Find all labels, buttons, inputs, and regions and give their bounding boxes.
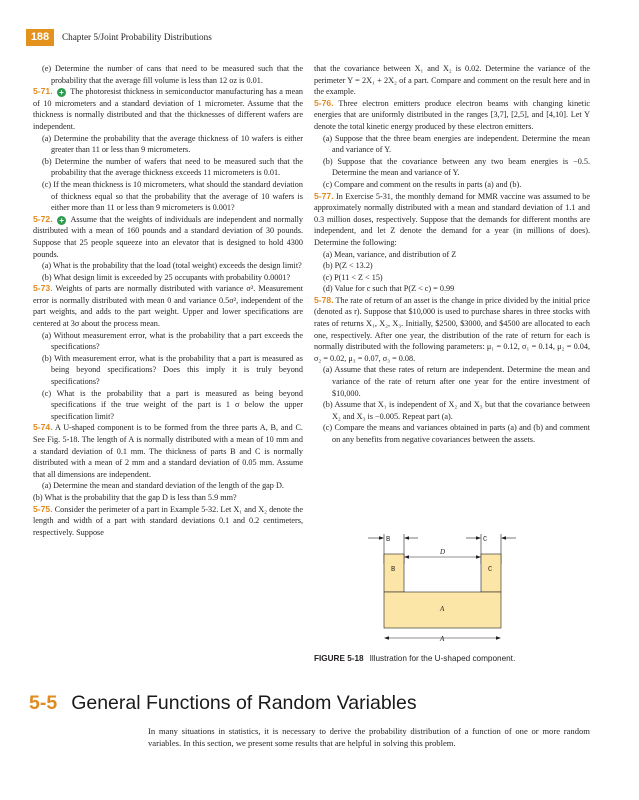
continued-text: that the covariance between X₁ and X₂ is 0.02. Determine the variance of the perimeter Y = 2X₁ + 2X₂ of a part. Compare and comment on the result here and in the example. <box>314 64 590 97</box>
exercise-part: (b) Determine the number of wafers that need to be measured such that the probability that the average thickness exceeds 11 micrometers is 0.01. <box>42 156 303 178</box>
exercise-part: (a) Determine the mean and standard deviation of the length of the gap D. <box>42 481 284 491</box>
exercise-part: (c) P(11 < Z < 15) <box>323 272 383 282</box>
figure-label-a-bottom: A <box>440 635 445 643</box>
exercise-part: (e) Determine the number of cans that need to be measured such that the probability that the average fill volume is less than 12 oz is 0.01. <box>42 64 303 85</box>
exercise-part: (a) Without measurement error, what is the probability that a part exceeds the specifications? <box>42 330 303 352</box>
figure-label-c: C <box>488 566 493 574</box>
exercise-5-74 <box>33 422 303 480</box>
chapter-title: Chapter 5/Joint Probability Distributions <box>62 32 212 42</box>
exercise-part: (c) If the mean thickness is 10 micrometers, what should the standard deviation of thickness equal so that the probability that the average of 10 wafers is either more than 11 or less than 9 micrometers is 0.001? <box>42 179 303 213</box>
section-number: 5-5 <box>29 692 58 714</box>
plus-icon: + <box>57 216 66 225</box>
exercise-number: 5-75. <box>33 503 53 514</box>
exercise-part: (b) Suppose that the covariance between any two beam energies is −0.5. Determine the mean and variance of Y. <box>323 156 590 178</box>
exercise-text: A U-shaped component is to be formed from the three parts A, B, and C. See Fig. 5-18. The length of A is normally distributed with a mean of 10 mm and a standard deviation of 0.1 mm. The thickness of parts B and C is normally distributed with a mean of 2 mm and a standard deviation of 0.05 mm. Assume that all dimensions are independent. <box>33 423 303 479</box>
exercise-part: (c) Compare and comment on the results in parts (a) and (b). <box>323 179 522 189</box>
exercise-number: 5-78. <box>314 294 334 305</box>
exercise-part: (a) Suppose that the three beam energies are independent. Determine the mean and variance of Y. <box>323 133 590 155</box>
exercise-part: (a) Assume that these rates of return are independent. Determine the mean and variance of the rate of return after one year for the entire investment of $10,000. <box>323 365 590 398</box>
exercise-part: (d) Value for c such that P(Z < c) = 0.99 <box>323 284 455 294</box>
exercise-part: (a) Mean, variance, and distribution of Z <box>323 249 457 259</box>
exercise-text: The rate of return of an asset is the change in price divided by the initial price (denoted as r). Suppose that $10,000 is used to purchase shares in three stocks with rates of returns X₁, X₂, X₃. Initially, $2500, $3000, and $4500 are allocated to each one, respectively. After one year, the distribution of the rate of return for each is normally distributed with the following parameters: μ₁ = 0.12, σ₁ = 0.14, μ₂ = 0.04, σ₂ = 0.02, μ₃ = 0.07, σ₃ = 0.08. <box>314 295 590 363</box>
exercise-text: Assume that the weights of individuals are independent and normally distributed with a mean of 160 pounds and a standard deviation of 30 pounds. Suppose that 25 people squeeze into an elevator that is designed to hold 4300 pounds. <box>33 214 303 259</box>
exercise-part: (b) What design limit is exceeded by 25 occupants with probability 0.0001? <box>42 272 291 282</box>
figure-caption <box>314 654 515 663</box>
exercise-number: 5-77. <box>314 190 334 201</box>
figure-caption-label: FIGURE 5-18 <box>314 654 364 663</box>
exercise-text: Consider the perimeter of a part in Example 5-32. Let X₁ and X₂ denote the length and width of a part with standard deviations 0.1 and 0.2 centimeters, respectively. Suppose <box>33 504 304 537</box>
u-shaped-component-figure <box>363 534 538 646</box>
figure-label-a: A <box>440 605 445 613</box>
exercise-text: The photoresist thickness in semiconductor manufacturing has a mean of 10 micrometers and a standard deviation of 1 micrometer. Assume that the thickness is normally distributed and that the thicknesses of different wafers are independent. <box>33 87 303 131</box>
exercise-number: 5-71. <box>33 86 53 97</box>
figure-label-b-top: B <box>386 536 391 544</box>
exercise-5-73 <box>33 283 303 329</box>
right-column <box>314 63 590 446</box>
exercise-text: In Exercise 5-31, the monthly demand for MMR vaccine was assumed to be approximately normally distributed with a mean and standard deviation of 1.1 and 0.3 million doses, respectively. Suppose that the demands for different months are independent, and let Z denote the demand for a year (in millions of does). Determine the following: <box>314 191 591 247</box>
figure-label-c-top: C <box>483 536 488 544</box>
exercise-number: 5-72. <box>33 213 53 224</box>
exercise-part: (b) Assume that X₁ is independent of X₂ and X₃ but that the covariance between X₂ and X₃ is −0.005. Repeat part (a). <box>323 400 590 421</box>
exercise-number: 5-74. <box>33 422 53 433</box>
exercise-5-75 <box>33 504 303 539</box>
exercise-text: Weights of parts are normally distributed with variance σ². Measurement error is normally distributed with mean 0 and variance 0.5σ², independent of the part weights, and adds to the part weight. Upper and lower specifications are centered at 3σ about the process mean. <box>33 284 303 329</box>
left-column <box>33 63 303 538</box>
figure-label-b: B <box>391 566 396 574</box>
figure-caption-text: Illustration for the U-shaped component. <box>369 654 516 663</box>
exercise-part: (c) What is the probability that a part is measured as being beyond specifications if the true weight of the part is 1 σ below the upper specification limit? <box>42 388 303 421</box>
exercise-5-71 <box>33 86 303 132</box>
exercise-part: (b) With measurement error, what is the probability that a part is measured as being beyond specifications? Does this imply it is truly beyond specifications? <box>42 353 303 387</box>
exercise-text: Three electron emitters produce electron beams with changing kinetic energies that are uniformly distributed in the ranges [3,7], [2,5], and [4,10]. Let Y denote the total kinetic energy produced by these electron emitters. <box>314 98 590 131</box>
figure-label-d: D <box>440 548 446 556</box>
exercise-5-77 <box>314 191 590 249</box>
exercise-part: (b) P(Z < 13.2) <box>323 261 373 271</box>
exercise-number: 5-76. <box>314 97 334 108</box>
exercise-part: (c) Compare the means and variances obtained in parts (a) and (b) and comment on any benefits from negative covariances between the assets. <box>323 423 590 444</box>
exercise-number: 5-73. <box>33 283 53 294</box>
exercise-part: (a) Determine the probability that the average thickness of 10 wafers is either greater than 11 or less than 9 micrometers. <box>42 133 303 155</box>
section-intro: In many situations in statistics, it is necessary to derive the probability distribution of a function of one or more random variables. In this section, we present some results that are helpful in solving this problem. <box>148 726 590 749</box>
plus-icon: + <box>57 88 66 97</box>
exercise-5-72 <box>33 214 303 260</box>
section-heading <box>29 692 417 715</box>
section-title: General Functions of Random Variables <box>71 692 417 714</box>
exercise-5-78 <box>314 295 590 365</box>
exercise-part: (a) What is the probability that the load (total weight) exceeds the design limit? <box>42 261 302 271</box>
exercise-5-76 <box>314 98 590 133</box>
exercise-part: (b) What is the probability that the gap D is less than 5.9 mm? <box>33 492 237 502</box>
page-number: 188 <box>26 29 54 46</box>
